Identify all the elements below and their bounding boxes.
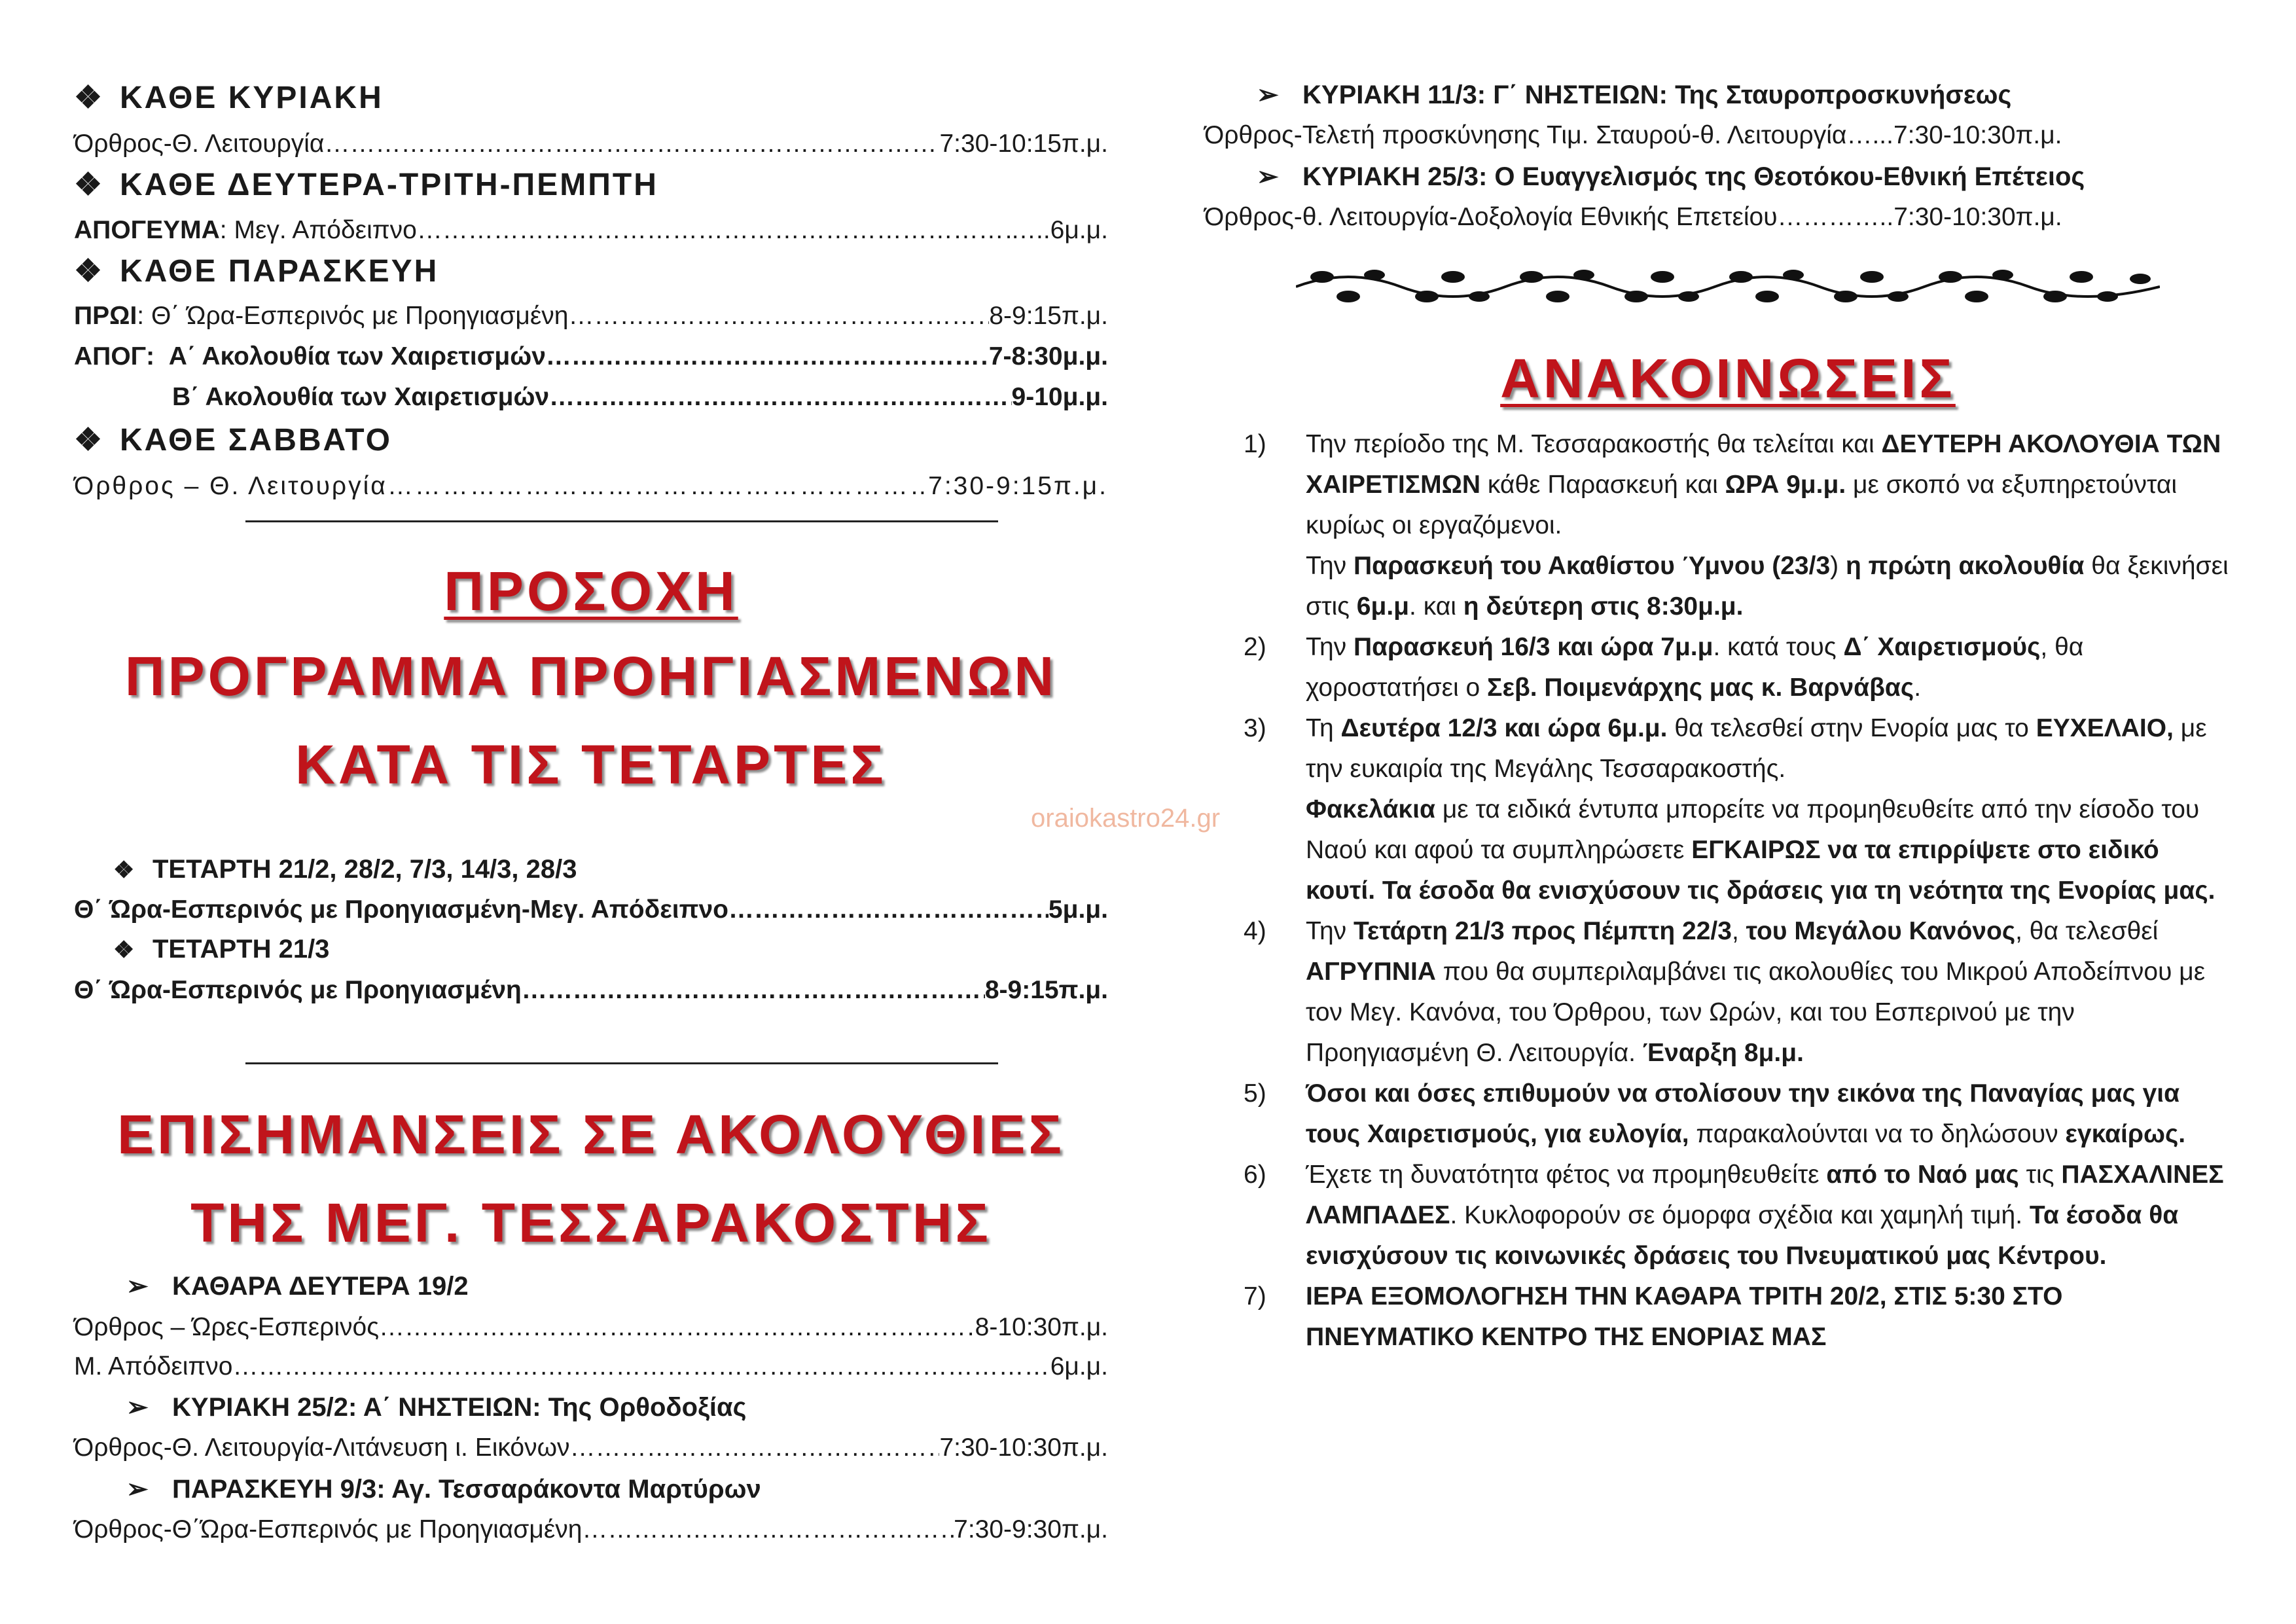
clean-monday-line-1: Όρθρος – Ώρες-Εσπερινός …………………………………………………………………………………………………………………………………………………………………… 8-10:30π.μ. xyxy=(74,1311,1108,1344)
sunday-heading: ❖ ΚΑΘΕ ΚΥΡΙΑΚΗ xyxy=(74,81,384,115)
clean-monday-heading: ➢ ΚΑΘΑΡΑ ΔΕΥΤΕΡΑ 19/2 xyxy=(74,1270,1108,1303)
arrow-bullet-icon: ➢ xyxy=(126,1272,149,1301)
announcements-list xyxy=(1244,424,2232,1358)
list-item: 2) Την Παρασκευή 16/3 και ώρα 7μ.μ. κατά τους Δ΄ Χαιρετισμούς, θα χοροστατήσει ο Σεβ. Ποιμενάρχης μας κ. Βαρνάβας. xyxy=(1244,633,2084,702)
left-column xyxy=(74,0,1108,1624)
orthodoxy-sunday-heading: ➢ ΚΥΡΙΑΚΗ 25/2: Α΄ ΝΗΣΤΕΙΩΝ: Της Ορθοδοξίας xyxy=(74,1391,1108,1424)
arrow-bullet-icon: ➢ xyxy=(126,1475,149,1504)
weekdays-heading: ❖ ΚΑΘΕ ΔΕΥΤΕΡΑ-ΤΡΙΤΗ-ΠΕΜΠΤΗ xyxy=(74,168,658,202)
friday-morning-line: ΠΡΩΙ: Θ΄ Ώρα-Εσπερινός με Προηγιασμένη …………………………………………………………………………………………………………………………………………………………………… 8-9:15π.μ. xyxy=(74,300,1108,333)
annunciation-heading: ➢ ΚΥΡΙΑΚΗ 25/3: Ο Ευαγγελισμός της Θεοτόκου-Εθνική Επέτειος xyxy=(1204,160,2251,193)
wednesday-sub-1: ❖ ΤΕΤΑΡΤΗ 21/2, 28/2, 7/3, 14/3, 28/3 xyxy=(74,853,1108,886)
wednesday-line-1: Θ΄ Ώρα-Εσπερινός με Προηγιασμένη-Μεγ. Απόδειπνο …………………………………………………………………………………………………………………………………………………………………… 5μ.μ. xyxy=(74,893,1108,926)
wednesday-line-2: Θ΄ Ώρα-Εσπερινός με Προηγιασμένη …………………………………………………………………………………………………………………………………………………………………… 8-9:15π.μ. xyxy=(74,974,1108,1007)
wednesdays-title: ΚΑΤΑ ΤΙΣ ΤΕΤΑΡΤΕΣ xyxy=(295,734,887,795)
orthodoxy-sunday-line: Όρθρος-Θ. Λειτουργία-Λιτάνευση ι. Εικόνων …………………………………………………………………………………………………………………………………………………………………… 7:30-10:30π.μ. xyxy=(74,1432,1108,1464)
arrow-bullet-icon: ➢ xyxy=(1257,162,1279,191)
list-item: 7) ΙΕΡΑ ΕΞΟΜΟΛΟΓΗΣΗ ΤΗΝ ΚΑΘΑΡΑ ΤΡΙΤΗ 20/2, ΣΤΙΣ 5:30 ΣΤΟ ΠΝΕΥΜΑΤΙΚΟ ΚΕΝΤΡΟ ΤΗΣ ΕΝΟΡΙΑΣ ΜΑΣ xyxy=(1244,1282,2063,1351)
saturday-line: Όρθρος – Θ. Λειτουργία …………………………………………………………………………………………………………………………………………………………………… 7:30-9:15π.μ. xyxy=(74,470,1108,503)
announcements-title: ΑΝΑΚΟΙΝΩΣΕΙΣ xyxy=(1500,348,1956,409)
divider xyxy=(245,1062,998,1064)
watermark: oraiokastro24.gr xyxy=(1031,804,1221,833)
weekdays-line: ΑΠΟΓΕΥΜΑ: Μεγ. Απόδειπνο …………………………………………………………………………………………………………………………………………………………………… …..6μ.μ. xyxy=(74,214,1108,247)
cross-sunday-heading: ➢ ΚΥΡΙΑΚΗ 11/3: Γ΄ ΝΗΣΤΕΙΩΝ: Της Σταυροπροσκυνήσεως xyxy=(1204,79,2251,111)
diamond-bullet-icon: ❖ xyxy=(74,423,105,458)
sunday-line: Όρθρος-Θ. Λειτουργία …………………………………………………………………………………………………………………………………………………………………… 7:30-10:15π.μ. xyxy=(74,128,1108,160)
annunciation-line: Όρθρος-θ. Λειτουργία-Δοξολογία Εθνικής Επετείου…………..7:30-10:30π.μ. xyxy=(1204,203,2062,231)
vine-ornament-icon xyxy=(1296,261,2160,313)
friday-heading: ❖ ΚΑΘΕ ΠΑΡΑΣΚΕΥΗ xyxy=(74,254,439,289)
divider xyxy=(245,520,998,522)
wednesday-sub-2: ❖ ΤΕΤΑΡΤΗ 21/3 xyxy=(74,933,1108,966)
program-title: ΠΡΟΓΡΑΜΜΑ ΠΡΟΗΓΙΑΣΜΕΝΩΝ xyxy=(124,645,1058,707)
clean-monday-line-2: Μ. Απόδειπνο …………………………………………………………………………………………………………………………………………………………………… 6μ.μ. xyxy=(74,1350,1108,1383)
diamond-bullet-icon: ❖ xyxy=(74,81,105,115)
arrow-bullet-icon: ➢ xyxy=(126,1393,149,1422)
arrow-bullet-icon: ➢ xyxy=(1257,81,1279,109)
list-item: 1) Την περίοδο της Μ. Τεσσαρακοστής θα τελείται και ΔΕΥΤΕΡΗ ΑΚΟΛΟΥΘΙΑ ΤΩΝ ΧΑΙΡΕΤΙΣΜΩΝ κάθε Παρασκευή και ΩΡΑ 9μ.μ. με σκοπό να εξυπηρετούνται κυρίως οι εργαζόμενοι. Την Παρασκευή του Ακαθίστου Ύμνου (23/3) η πρώτη ακολουθία θα ξεκινήσει στις 6μ.μ. και η δεύτερη στις 8:30μ.μ. xyxy=(1244,430,2229,621)
list-item: 6) Έχετε τη δυνατότητα φέτος να προμηθευθείτε από το Ναό μας τις ΠΑΣΧΑΛΙΝΕΣ ΛΑΜΠΑΔΕΣ. Κυκλοφορούν σε όμορφα σχέδια και χαμηλή τιμή. Τα έσοδα θα ενισχύσουν τις κοινωνικές δράσεις του Πνευματικού μας Κέντρου. xyxy=(1244,1161,2224,1270)
right-column xyxy=(1204,0,2251,1624)
notes-title-1: ΕΠΙΣΗΜΑΝΣΕΙΣ ΣΕ ΑΚΟΛΟΥΘΙΕΣ xyxy=(117,1104,1065,1165)
friday-evening-line-2: Β΄ Ακολουθία των Χαιρετισμών …………………………………………………………………………………………………………………………………………………………………… 9-10μ.μ. xyxy=(172,381,1108,414)
saturday-heading: ❖ ΚΑΘΕ ΣΑΒΒΑΤΟ xyxy=(74,423,392,458)
forty-martyrs-heading: ➢ ΠΑΡΑΣΚΕΥΗ 9/3: Αγ. Τεσσαράκοντα Μαρτύρων xyxy=(74,1473,1108,1506)
diamond-bullet-icon: ❖ xyxy=(113,856,135,883)
diamond-bullet-icon: ❖ xyxy=(74,168,105,202)
diamond-bullet-icon: ❖ xyxy=(113,936,135,963)
list-item: 5) Όσοι και όσες επιθυμούν να στολίσουν την εικόνα της Παναγίας μας για τους Χαιρετισμούς, για ευλογία, παρακαλούνται να το δηλώσουν εγκαίρως. xyxy=(1244,1079,2186,1148)
notes-title-2: ΤΗΣ ΜΕΓ. ΤΕΣΣΑΡΑΚΟΣΤΗΣ xyxy=(190,1192,992,1254)
cross-sunday-line: Όρθρος-Τελετή προσκύνησης Τιμ. Σταυρού-θ. Λειτουργία…...7:30-10:30π.μ. xyxy=(1204,121,2062,149)
attention-title: ΠΡΟΣΟΧΗ xyxy=(444,560,738,622)
friday-evening-line-1: ΑΠΟΓ: Α΄ Ακολουθία των Χαιρετισμών …………………………………………………………………………………………………………………………………………………………………… 7-8:30μ.μ. xyxy=(74,340,1108,373)
list-item: 3) Τη Δευτέρα 12/3 και ώρα 6μ.μ. θα τελεσθεί στην Ενορία μας το ΕΥΧΕΛΑΙΟ, με την ευκαιρία της Μεγάλης Τεσσαρακοστής. Φακελάκια με τα ειδικά έντυπα μπορείτε να προμηθευθείτε από την είσοδο του Ναού και αφού τα συμπληρώσετε ΕΓΚΑΙΡΩΣ να τα επιρρίψετε στο ειδικό κουτί. Τα έσοδα θα ενισχύσουν τις δράσεις για τη νεότητα της Ενορίας μας. xyxy=(1244,714,2215,905)
diamond-bullet-icon: ❖ xyxy=(74,254,105,289)
forty-martyrs-line: Όρθρος-Θ΄Ώρα-Εσπερινός με Προηγιασμένη …………………………………………………………………………………………………………………………………………………………………… 7:30-9:30π.μ. xyxy=(74,1513,1108,1546)
list-item: 4) Την Τετάρτη 21/3 προς Πέμπτη 22/3, του Μεγάλου Κανόνος, θα τελεσθεί ΑΓΡΥΠΝΙΑ που θα συμπεριλαμβάνει τις ακολουθίες του Μικρού Αποδείπνου με τον Μεγ. Κανόνα, του Όρθρου, των Ωρών, και του Εσπερινού με την Προηγιασμένη Θ. Λειτουργία. Έναρξη 8μ.μ. xyxy=(1244,917,2206,1067)
